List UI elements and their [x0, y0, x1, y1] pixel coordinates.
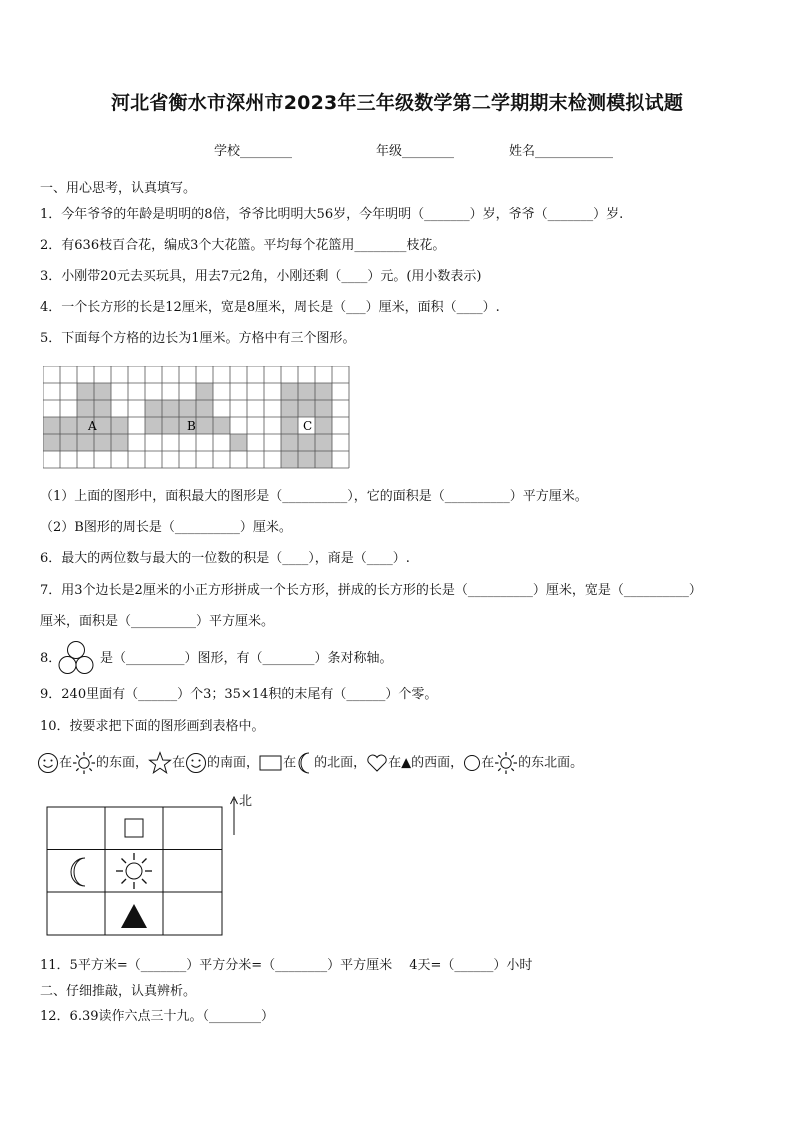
- square-shape: [125, 819, 143, 837]
- position-table: [46, 806, 224, 937]
- question-12: 12．6.39读作六点三十九。（________）: [40, 1009, 274, 1024]
- north-arrow-icon: [229, 795, 239, 837]
- label-b: B: [187, 419, 196, 433]
- question-9: 9．240里面有（______）个3；35×14积的末尾有（______）个零。: [40, 687, 438, 702]
- question-10: 10．按要求把下面的图形画到表格中。: [40, 719, 265, 734]
- question-7-line-1: 7．用3个边长是2厘米的小正方形拼成一个长方形，拼成的长方形的长是（__________）厘米，宽是（__________）: [40, 583, 702, 598]
- question-10-instructions: [37, 751, 583, 776]
- question-5-part-1: （1）上面的图形中，面积最大的图形是（__________），它的面积是（__________）平方厘米。: [40, 489, 588, 504]
- smiley-icon: [185, 752, 207, 774]
- smiley-icon: [37, 752, 59, 774]
- north-label: 北: [239, 794, 253, 809]
- moon-shape: [71, 858, 85, 886]
- square-grid-figure: [43, 366, 355, 472]
- section-1-heading: 一、用心思考，认真填写。: [40, 181, 197, 196]
- question-5-part-2: （2）B图形的周长是（__________）厘米。: [40, 520, 292, 535]
- question-4: 4．一个长方形的长是12厘米，宽是8厘米，周长是（___）厘米，面积（____）.: [40, 300, 500, 315]
- question-2: 2．有636枝百合花，编成3个大花篮。平均每个花篮用________枝花。: [40, 238, 446, 253]
- section-2-heading: 二、仔细推敲，认真辨析。: [40, 984, 197, 999]
- three-circles-icon: [57, 640, 95, 676]
- heart-icon: [366, 753, 388, 773]
- question-6: 6．最大的两位数与最大的一位数的积是（____），商是（____）.: [40, 551, 410, 566]
- sun-icon: [494, 751, 518, 775]
- label-c: C: [303, 419, 313, 433]
- sun-shape: [116, 853, 152, 889]
- moon-icon: [296, 751, 314, 775]
- q10-part-5: 在: [283, 755, 297, 771]
- rectangle-icon: [259, 755, 283, 771]
- triangle-shape: [121, 904, 147, 928]
- school-field: 学校________: [214, 144, 293, 159]
- q10-part-3: 在: [172, 755, 186, 771]
- page-title: 河北省衡水市深州市2023年三年级数学第二学期期末检测模拟试题: [110, 92, 684, 114]
- q10-part-9: 的东北面。: [518, 755, 584, 771]
- question-1: 1．今年爷爷的年龄是明明的8倍，爷爷比明明大56岁，今年明明（_______）岁，爷爷（_______）岁.: [40, 207, 624, 222]
- question-7-line-2: 厘米，面积是（__________）平方厘米。: [40, 614, 275, 629]
- question-8-number: 8．: [40, 651, 62, 666]
- label-a: A: [88, 419, 97, 433]
- q10-part-1: 在: [59, 755, 73, 771]
- name-field: 姓名____________: [509, 144, 614, 159]
- question-5: 5．下面每个方格的边长为1厘米。方格中有三个图形。: [40, 331, 356, 346]
- question-11: 11．5平方米=（_______）平方分米=（________）平方厘米 4天=（______）小时: [40, 958, 533, 973]
- grade-field: 年级________: [376, 144, 455, 159]
- q10-part-7: 在▲的西面，: [388, 755, 464, 771]
- question-3: 3．小刚带20元去买玩具，用去7元2角，小刚还剩（____）元。(用小数表示): [40, 269, 482, 284]
- circle-icon: [463, 754, 481, 772]
- q10-part-6: 的北面，: [314, 755, 367, 771]
- star-icon: [148, 751, 172, 775]
- q10-part-8: 在: [481, 755, 495, 771]
- q10-part-4: 的南面，: [207, 755, 260, 771]
- question-8-text: 是（_________）图形，有（________）条对称轴。: [100, 651, 393, 666]
- q10-part-2: 的东面，: [96, 755, 149, 771]
- sun-icon: [72, 751, 96, 775]
